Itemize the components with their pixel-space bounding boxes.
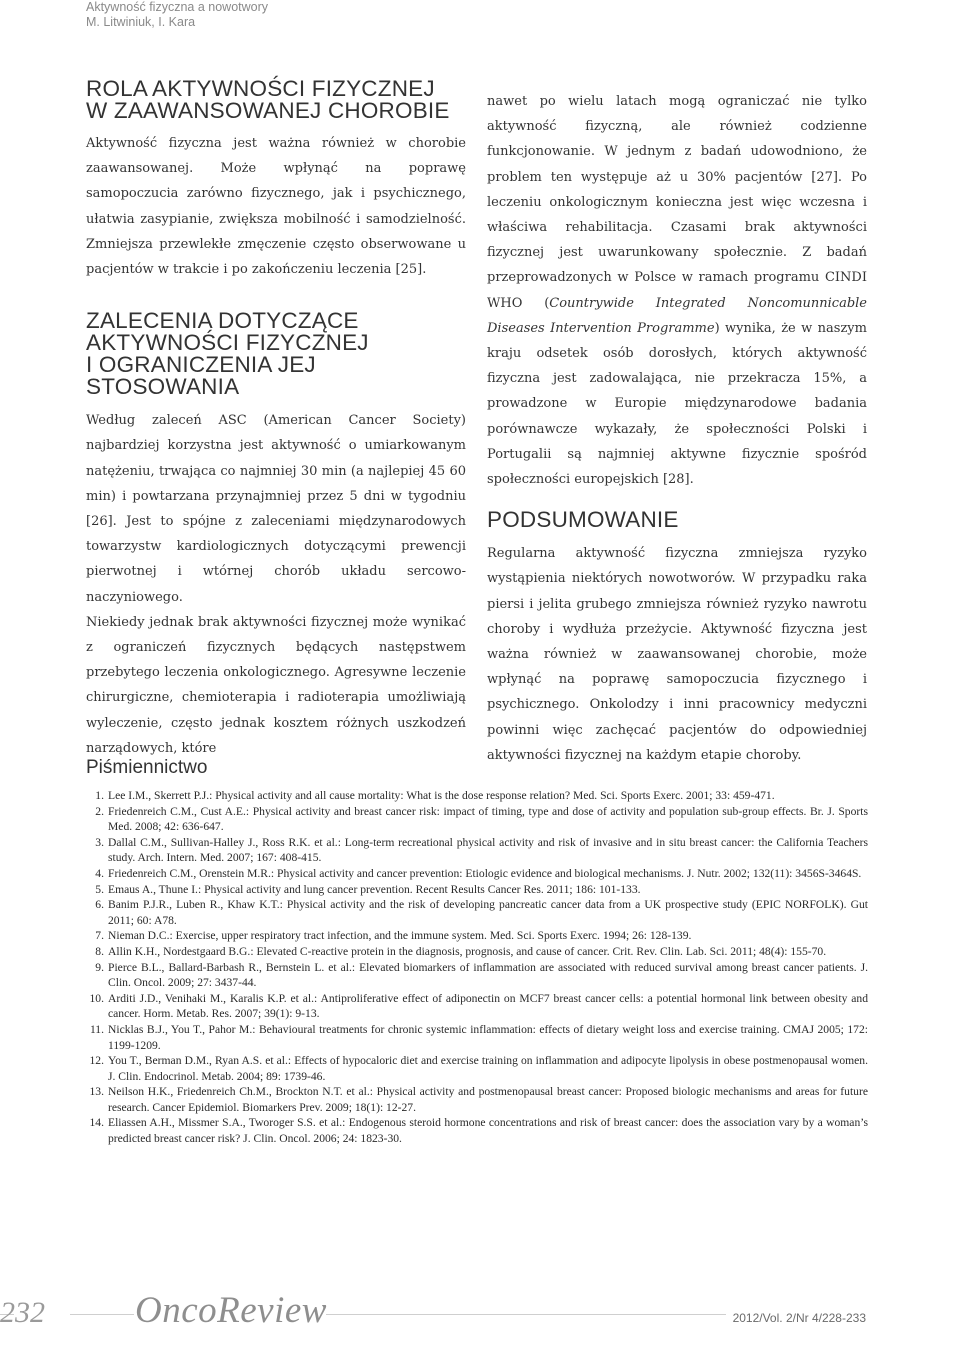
reference-number: 3.	[95, 835, 104, 849]
right-column	[487, 89, 867, 768]
reference-text: Nicklas B.J., You T., Pahor M.: Behavioural treatments for chronic systemic inflammation: effects of dietary weight loss and exercise training. CMAJ 2005; 172: 1199-1209.	[108, 1022, 868, 1052]
reference-text: Allin K.H., Nordestgaard B.G.: Elevated C-reactive protein in the diagnosis, prognosis, and cause of cancer. Crit. Rev. Clin. Lab. Sci. 2011; 48(4): 155-70.	[108, 944, 827, 958]
reference-item	[86, 1115, 868, 1146]
reference-number: 2.	[95, 804, 104, 818]
reference-number: 8.	[95, 944, 104, 958]
reference-text: Neilson H.K., Friedenreich Ch.M., Brockton N.T. et al.: Physical activity and postmenopausal breast cancer: Proposed biologic mechanisms and areas for future research. Cancer Epidemiol. Biomarkers Prev. 2009; 18(1): 12-27.	[108, 1085, 868, 1114]
paragraph-text: nawet po wielu latach mogą ograniczać nie tylko aktywność fizyczną, ale również codzienne funkcjonowanie. W jednym z badań udowodniono, że problem ten występuje aż u 30% pacjentów [27]. Po leczeniu onkologicznym konieczna jest więc wczesna i właściwa rehabilitacja. Czasami brak aktywności fizycznej jest uwarunkowany społecznie. Z badań przeprowadzonych w Polsce w ramach programu CINDI WHO (	[487, 94, 867, 311]
running-head-title: Aktywność fizyczna a nowotwory	[86, 0, 269, 14]
reference-item	[86, 1084, 868, 1115]
reference-number: 12.	[89, 1054, 104, 1068]
issue-citation: 2012/Vol. 2/Nr 4/228-233	[732, 1311, 866, 1325]
reference-item	[86, 882, 868, 898]
reference-item	[86, 866, 868, 882]
reference-item	[86, 928, 868, 944]
paragraph: Według zaleceń ASC (American Cancer Society) najbardziej korzystna jest aktywność o umiarkowanym natężeniu, trwająca co najmniej 30 min (a najlepiej 45 60 min) i powtarzana przynajmniej przez 5 dni w tygodniu [26]. Jest to spójne z zaleceniami międzynarodowych towarzystw kardiologicznych dotyczącymi prewencji pierwotnej i wtórnej chorób układu sercowo-naczyniowego.	[86, 413, 466, 605]
reference-text: Lee I.M., Skerrett P.J.: Physical activity and all cause mortality: What is the dose response relation? Med. Sci. Sports Exerc. 2001; 33: 459-471.	[108, 789, 775, 802]
reference-number: 13.	[89, 1085, 104, 1099]
reference-item	[86, 788, 868, 804]
running-head	[86, 0, 268, 30]
paragraph: Aktywność fizyczna jest ważna również w chorobie zaawansowanej. Może wpłynąć na poprawę samopoczucia zarówno fizycznego, jak i psychicznego, ułatwia zasypianie, zwiększa mobilność i samodzielność. Zmniejsza przewlekłe zmęczenie często obserwowane u pacjentów w trakcie i po zakończeniu leczenia [25].	[86, 136, 466, 278]
reference-text: Eliassen A.H., Missmer S.A., Tworoger S.S. et al.: Endogenous steroid hormone concentrations and risk of breast cancer: does the association vary by a woman’s predicted breast cancer risk? J. Clin. Oncol. 2006; 24: 1823-30.	[108, 1116, 868, 1146]
section-heading-summary: PODSUMOWANIE	[487, 507, 679, 533]
reference-text: Banim P.J.R., Luben R., Khaw K.T.: Physical activity and the risk of developing pancreatic cancer data from a UK prospective study (EPIC NORFOLK). Gut 2011; 60: A78.	[108, 898, 868, 927]
reference-text: Nieman D.C.: Exercise, upper respiratory tract infection, and the immune system. Med. Sci. Sports Exerc. 1994; 26: 128-139.	[108, 929, 692, 943]
paragraph-text: ) wynika, że w naszym kraju odsetek osób dorosłych, których aktywność fizyczna jest zadowalająca, nie przekracza 15%, a prowadzone w Europie międzynarodowe badania porównawcze wykazały, że społeczności Polski i Portugalii są najmniej aktywne fizycznie spośród społeczności europejskich [28].	[487, 320, 867, 488]
reference-text: Pierce B.L., Ballard-Barbash R., Bernstein L. et al.: Elevated biomarkers of inflammation are associated with reduced survival among breast cancer patients. J. Clin. Oncol. 2009; 27: 3437-44.	[108, 960, 868, 990]
paragraph: Niekiedy jednak brak aktywności fizycznej może wynikać z ograniczeń fizycznych będących następstwem przebytego leczenia onkologicznego. Agresywne leczenie chirurgiczne, chemioterapia i radioterapia umożliwiają wyleczenie, często jednak kosztem różnych uszkodzeń narządowych, które	[86, 614, 466, 756]
reference-text: You T., Berman D.M., Ryan A.S. et al.: Effects of hypocaloric diet and exercise training on inflammation and adipocyte lipolysis in obese postmenopausal women. J. Clin. Endocrinol. Metab. 2004; 89: 1739-46.	[108, 1054, 868, 1083]
heading-line: ROLA AKTYWNOŚCI FIZYCZNEJ	[86, 76, 435, 101]
reference-number: 14.	[89, 1116, 104, 1130]
reference-number: 4.	[95, 866, 104, 880]
heading-line: ZALECENIA DOTYCZĄCE	[86, 308, 359, 334]
reference-text: Arditi J.D., Venihaki M., Karalis K.P. et al.: Antiproliferative effect of adiponectin on MCF7 breast cancer cells: a potential hormonal link between obesity and cancer. Horm. Metab. Res. 2007; 39(1): 9-13.	[108, 991, 868, 1021]
references-title: Piśmiennictwo	[86, 757, 208, 778]
reference-number: 1.	[95, 789, 104, 802]
footer-rule-right	[326, 1314, 726, 1315]
section-heading-recommendations	[86, 310, 466, 398]
running-head-authors: M. Litwiniuk, I. Kara	[86, 15, 196, 29]
reference-item	[86, 1022, 868, 1053]
paragraph: Regularna aktywność fizyczna zmniejsza ryzyko wystąpienia niektórych nowotworów. W przypadku raka piersi i jelita grubego zmniejsza również ryzyko nawrotu choroby i wydłuża przeżycie. Aktywność fizyczna jest ważna również w zaawansowanej chorobie, może wpłynąć na poprawę samopoczucia fizycznego i psychicznego. Onkolodzy i inni pracownicy medyczni powinni więc zachęcać pacjentów do odpowiedniej aktywności fizycznej na każdym etapie choroby.	[487, 546, 867, 763]
reference-number: 5.	[95, 882, 104, 896]
reference-item	[86, 991, 868, 1022]
reference-item	[86, 944, 868, 960]
journal-logo: OncoReview	[135, 1290, 327, 1331]
reference-item	[86, 835, 868, 866]
reference-item	[86, 897, 868, 928]
reference-text: Dallal C.M., Sullivan-Halley J., Ross R.K. et al.: Long-term recreational physical activity and risk of invasive and in situ breast cancer: the California Teachers study. Arch. Intern. Med. 2007; 167: 408-415.	[108, 835, 868, 865]
paragraph	[487, 89, 867, 492]
reference-number: 7.	[95, 929, 104, 943]
page-number: 232	[0, 1296, 45, 1329]
programme-name: Countrywide Integrated Noncomunnicable Diseases Intervention Programme	[487, 295, 868, 336]
footer-rule-middle	[70, 1314, 134, 1315]
reference-text: Friedenreich C.M., Orenstein M.R.: Physical activity and cancer prevention: Etiologic evidence and biological mechanisms. J. Nutr. 2002; 132(11): 3456S-3464S.	[108, 866, 862, 880]
reference-number: 11.	[89, 1022, 104, 1036]
references-list	[86, 788, 868, 1147]
reference-item	[86, 960, 868, 991]
reference-text: Friedenreich C.M., Cust A.E.: Physical activity and breast cancer risk: impact of timing, type and dose of activity and population sub-group effects. Br. J. Sports Med. 2008; 42: 636-647.	[108, 804, 868, 834]
heading-line: W ZAAWANSOWANEJ CHOROBIE	[86, 98, 450, 123]
reference-item	[86, 1053, 868, 1084]
reference-number: 6.	[95, 898, 104, 912]
reference-text: Emaus A., Thune I.: Physical activity and lung cancer prevention. Recent Results Cancer Res. 2011; 186: 101-133.	[108, 882, 641, 896]
heading-line: AKTYWNOŚCI FIZYCZNEJ	[86, 330, 369, 356]
heading-line: I OGRANICZENIA JEJ STOSOWANIA	[86, 352, 316, 400]
section-heading-advanced-disease	[86, 78, 466, 122]
reference-number: 9.	[95, 960, 104, 974]
left-column	[86, 78, 466, 761]
reference-number: 10.	[89, 991, 104, 1005]
reference-item	[86, 804, 868, 835]
